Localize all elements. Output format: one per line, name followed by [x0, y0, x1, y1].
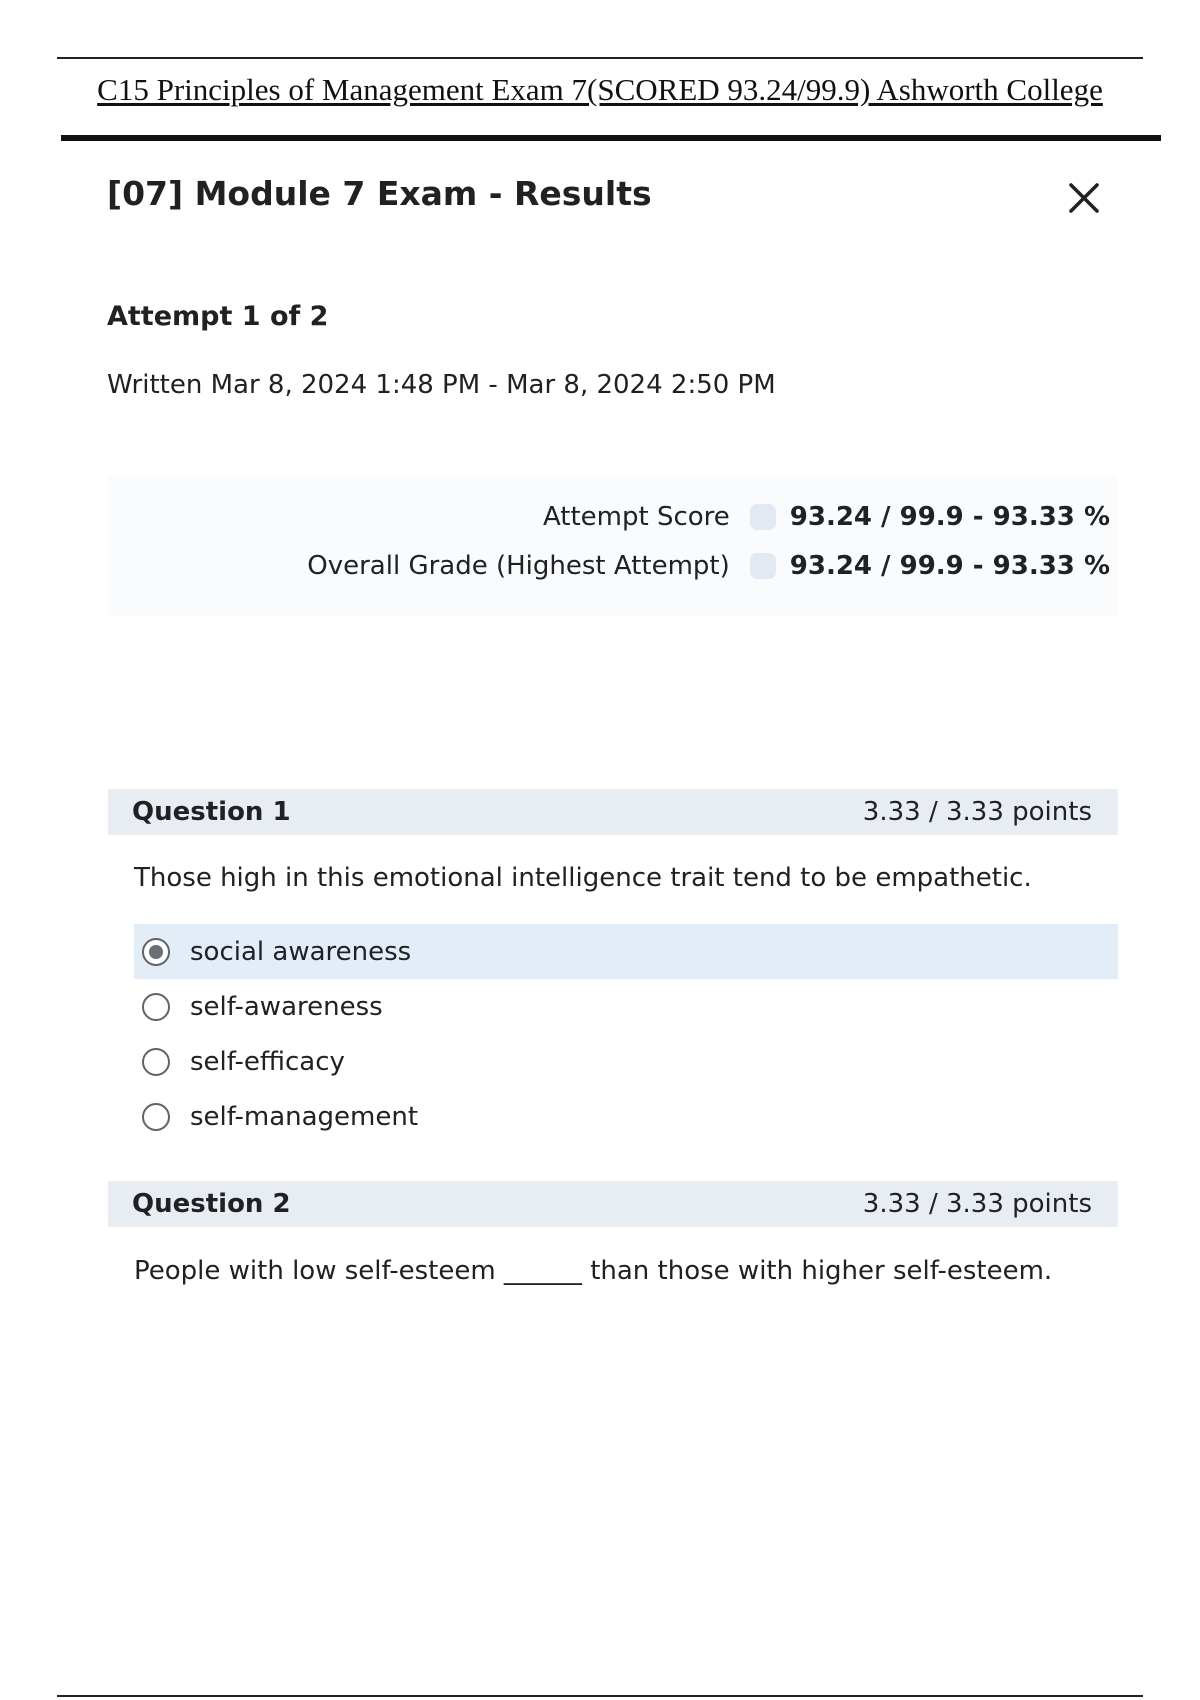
header-rule [61, 135, 1161, 141]
question-1-options [134, 924, 1118, 1144]
option-label: self-awareness [190, 991, 383, 1022]
overall-grade-label: Overall Grade (Highest Attempt) [307, 551, 730, 581]
score-panel [108, 476, 1118, 616]
question-points: 3.33 / 3.33 points [862, 797, 1092, 827]
question-points: 3.33 / 3.33 points [862, 1189, 1092, 1219]
question-2-header [108, 1181, 1118, 1227]
option-self-efficacy[interactable] [134, 1034, 1118, 1089]
written-timestamp: Written Mar 8, 2024 1:48 PM - Mar 8, 2024 2:50 PM [107, 370, 776, 400]
radio-unchecked-icon[interactable] [142, 1048, 170, 1076]
score-chip-icon [750, 504, 776, 530]
question-1-text: Those high in this emotional intelligence trait tend to be empathetic. [134, 863, 1032, 893]
question-title: Question 2 [132, 1189, 291, 1219]
radio-checked-icon[interactable] [142, 938, 170, 966]
option-social-awareness[interactable] [134, 924, 1118, 979]
attempt-label: Attempt 1 of 2 [107, 301, 329, 332]
bottom-rule [57, 1695, 1143, 1697]
radio-unchecked-icon[interactable] [142, 1103, 170, 1131]
close-button[interactable] [1064, 178, 1104, 218]
close-x-icon [1064, 178, 1104, 218]
question-1-header [108, 789, 1118, 835]
option-self-management[interactable] [134, 1089, 1118, 1144]
attempt-score-row [543, 502, 1110, 532]
overall-grade-value: 93.24 / 99.9 - 93.33 % [789, 551, 1110, 581]
attempt-score-label: Attempt Score [542, 502, 730, 532]
top-rule [57, 57, 1143, 59]
option-label: social awareness [190, 936, 412, 967]
overall-grade-row [307, 551, 1110, 581]
option-label: self-efficacy [190, 1046, 345, 1077]
document-header: C15 Principles of Management Exam 7(SCORED 93.24/99.9) Ashworth College [97, 72, 1103, 107]
option-label: self-management [190, 1101, 419, 1132]
dialog-title: [07] Module 7 Exam - Results [107, 174, 652, 213]
score-chip-icon [750, 553, 776, 579]
radio-unchecked-icon[interactable] [142, 993, 170, 1021]
attempt-score-value: 93.24 / 99.9 - 93.33 % [789, 502, 1110, 532]
question-2-text: People with low self-esteem ______ than those with higher self-esteem. [134, 1256, 1053, 1286]
option-self-awareness[interactable] [134, 979, 1118, 1034]
question-title: Question 1 [132, 797, 291, 827]
